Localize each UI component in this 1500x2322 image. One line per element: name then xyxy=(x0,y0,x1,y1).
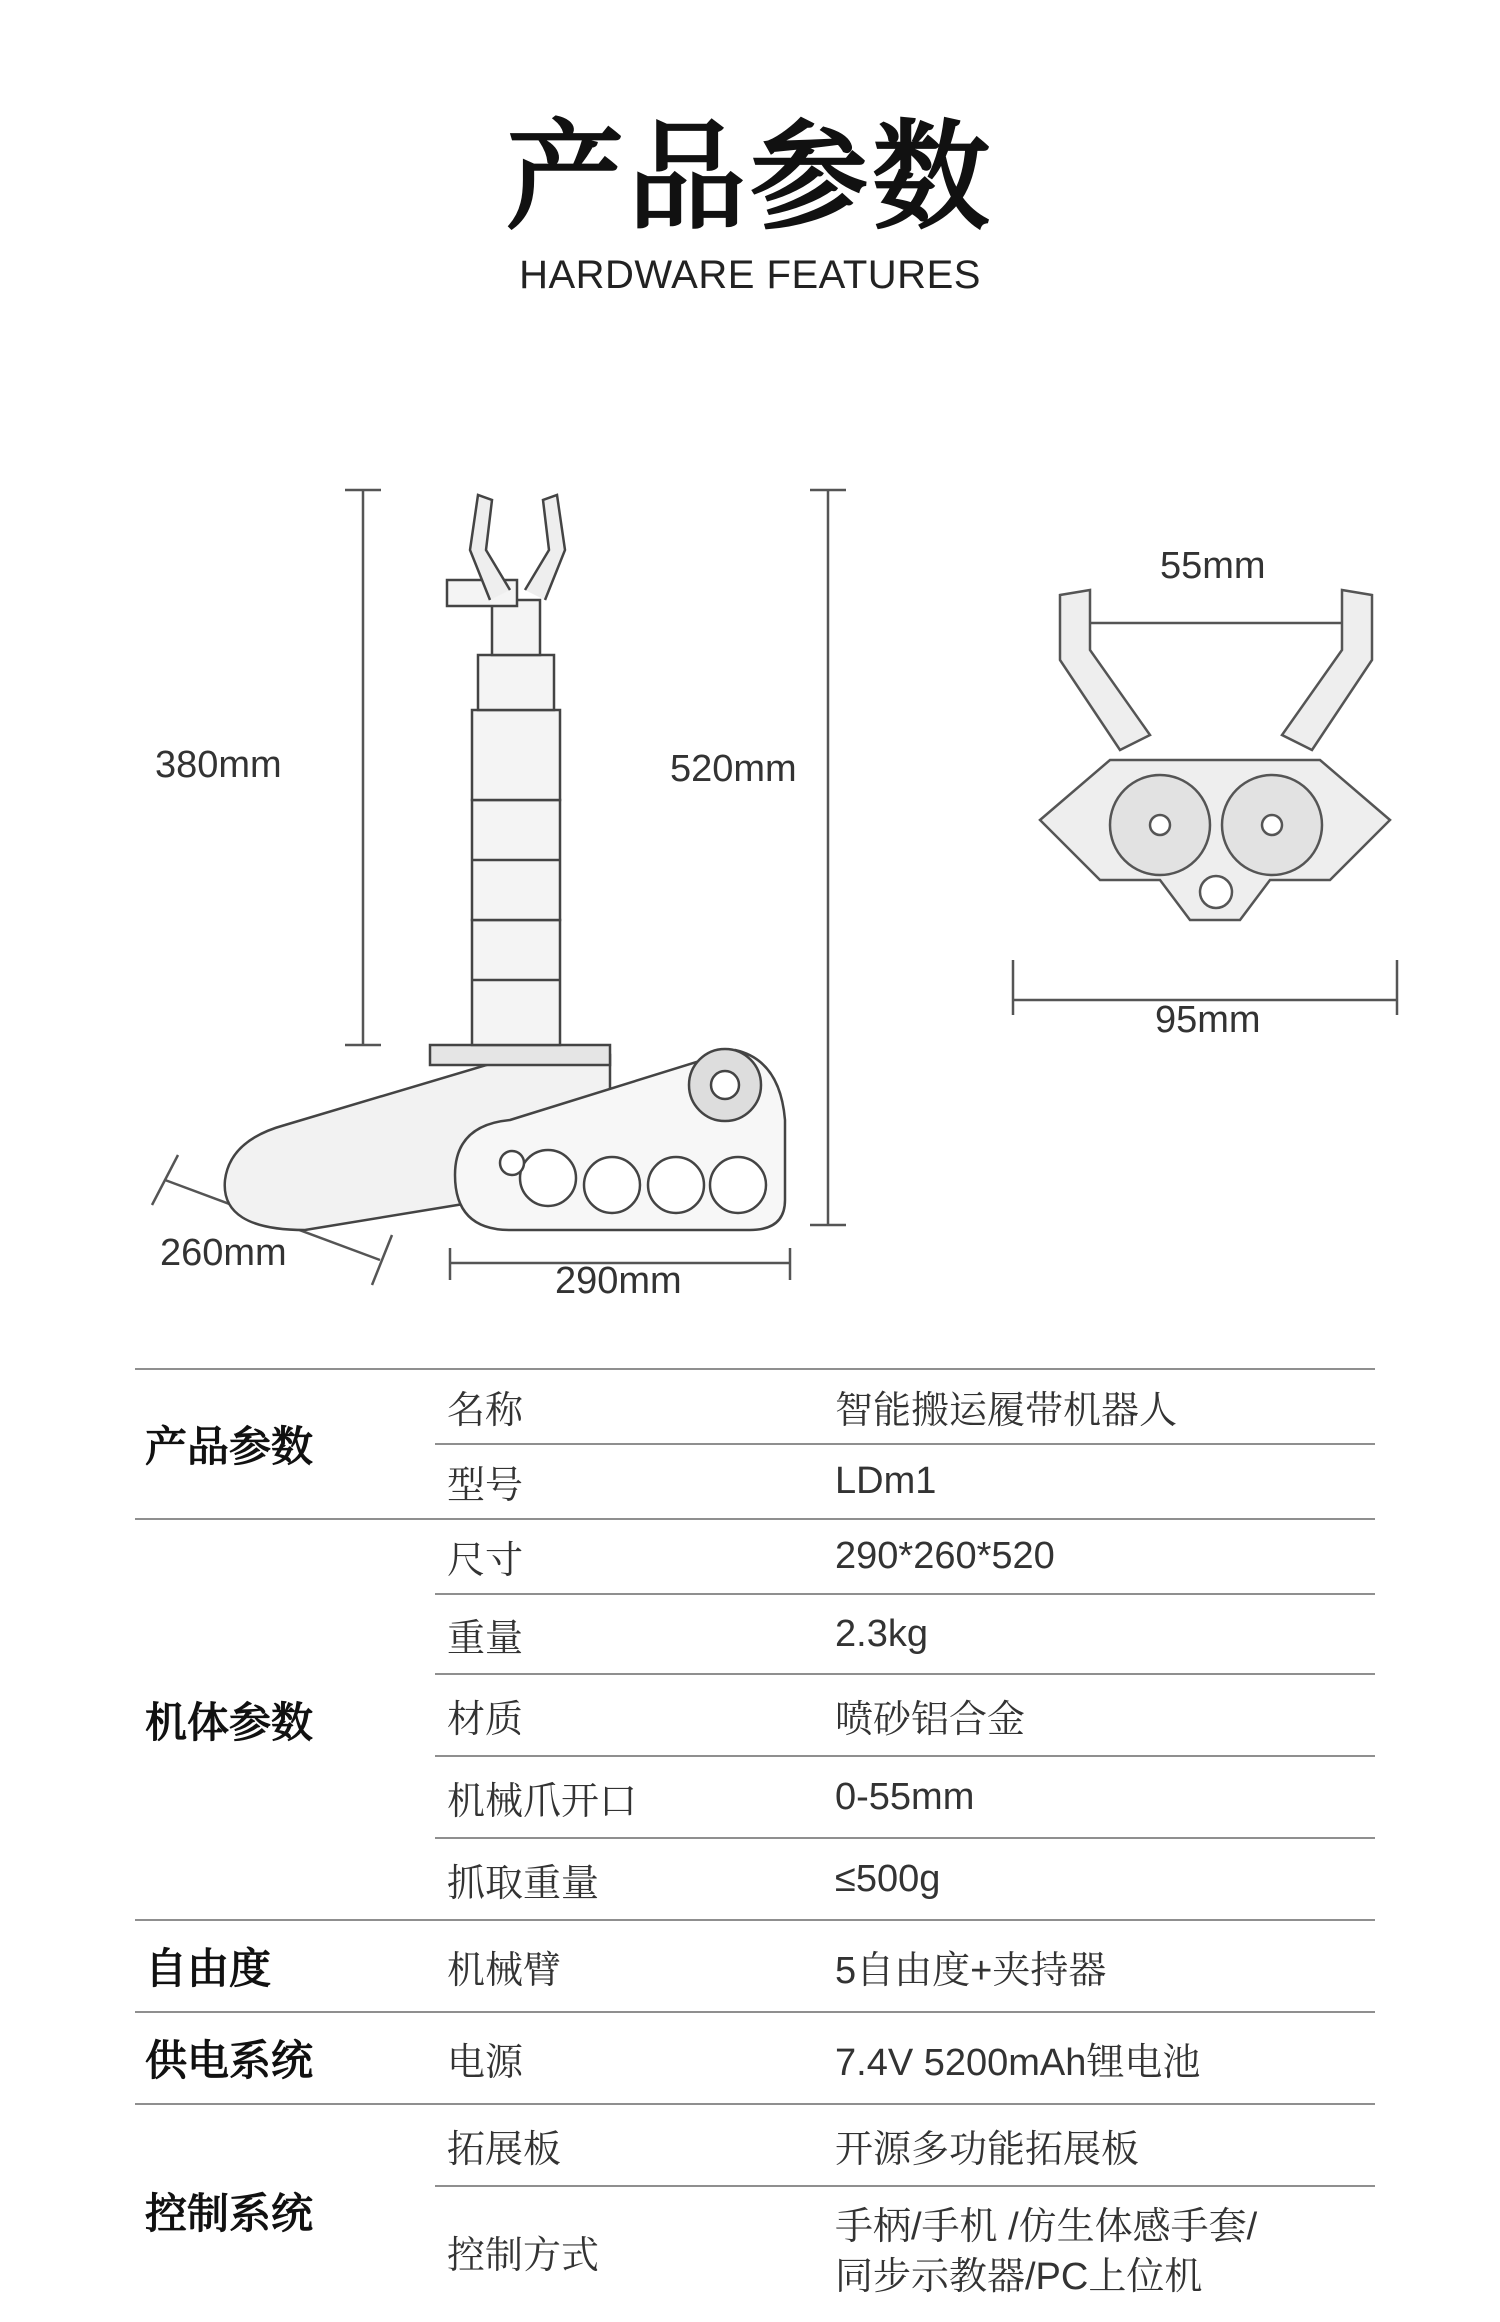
spec-key: 尺寸 xyxy=(435,1519,827,1594)
spec-value-line: 同步示教器/PC上位机 xyxy=(835,2255,1203,2298)
spec-key: 控制方式 xyxy=(435,2186,827,2316)
spec-key: 机械臂 xyxy=(435,1920,827,2012)
spec-value: ≤500g xyxy=(827,1838,1375,1920)
spec-key: 抓取重量 xyxy=(435,1838,827,1920)
tracked-chassis xyxy=(225,1045,785,1230)
robot-dimension-diagram xyxy=(0,440,1500,1340)
spec-value: 290*260*520 xyxy=(827,1519,1375,1594)
spec-value: 7.4V 5200mAh锂电池 xyxy=(827,2012,1375,2104)
spec-value: 智能搬运履带机器人 xyxy=(827,1369,1375,1444)
page-subtitle: HARDWARE FEATURES xyxy=(519,253,981,297)
page-title: 产品参数 xyxy=(505,108,994,246)
table-row xyxy=(135,2012,1375,2104)
dim-arm-height: 380mm xyxy=(155,744,282,786)
spec-key: 重量 xyxy=(435,1594,827,1674)
spec-value: LDm1 xyxy=(827,1444,1375,1519)
spec-table xyxy=(135,1368,1375,2316)
spec-key: 材质 xyxy=(435,1674,827,1756)
group-label: 自由度 xyxy=(135,1920,435,2012)
group-label: 机体参数 xyxy=(135,1519,435,1920)
dim-length: 290mm xyxy=(555,1260,682,1302)
dim-gripper-width: 95mm xyxy=(1155,999,1261,1041)
table-row xyxy=(135,2104,1375,2186)
spec-value xyxy=(827,2186,1375,2316)
spec-value: 2.3kg xyxy=(827,1594,1375,1674)
spec-key: 型号 xyxy=(435,1444,827,1519)
spec-value: 5自由度+夹持器 xyxy=(827,1920,1375,2012)
spec-value: 喷砂铝合金 xyxy=(827,1674,1375,1756)
group-label: 产品参数 xyxy=(135,1369,435,1519)
table-row xyxy=(135,1369,1375,1444)
spec-key: 电源 xyxy=(435,2012,827,2104)
group-label: 控制系统 xyxy=(135,2104,435,2316)
spec-value: 0-55mm xyxy=(827,1756,1375,1838)
gripper-detail xyxy=(1040,590,1390,920)
spec-key: 名称 xyxy=(435,1369,827,1444)
spec-key: 拓展板 xyxy=(435,2104,827,2186)
table-row xyxy=(135,1519,1375,1594)
robot-arm xyxy=(447,495,565,1045)
group-label: 供电系统 xyxy=(135,2012,435,2104)
dim-gripper-opening: 55mm xyxy=(1160,545,1266,587)
table-row xyxy=(135,1920,1375,2012)
spec-key: 机械爪开口 xyxy=(435,1756,827,1838)
spec-value: 开源多功能拓展板 xyxy=(827,2104,1375,2186)
dim-total-height: 520mm xyxy=(670,748,797,790)
dim-depth: 260mm xyxy=(160,1232,287,1274)
spec-value-line: 手柄/手机 /仿生体感手套/ xyxy=(835,2205,1258,2248)
